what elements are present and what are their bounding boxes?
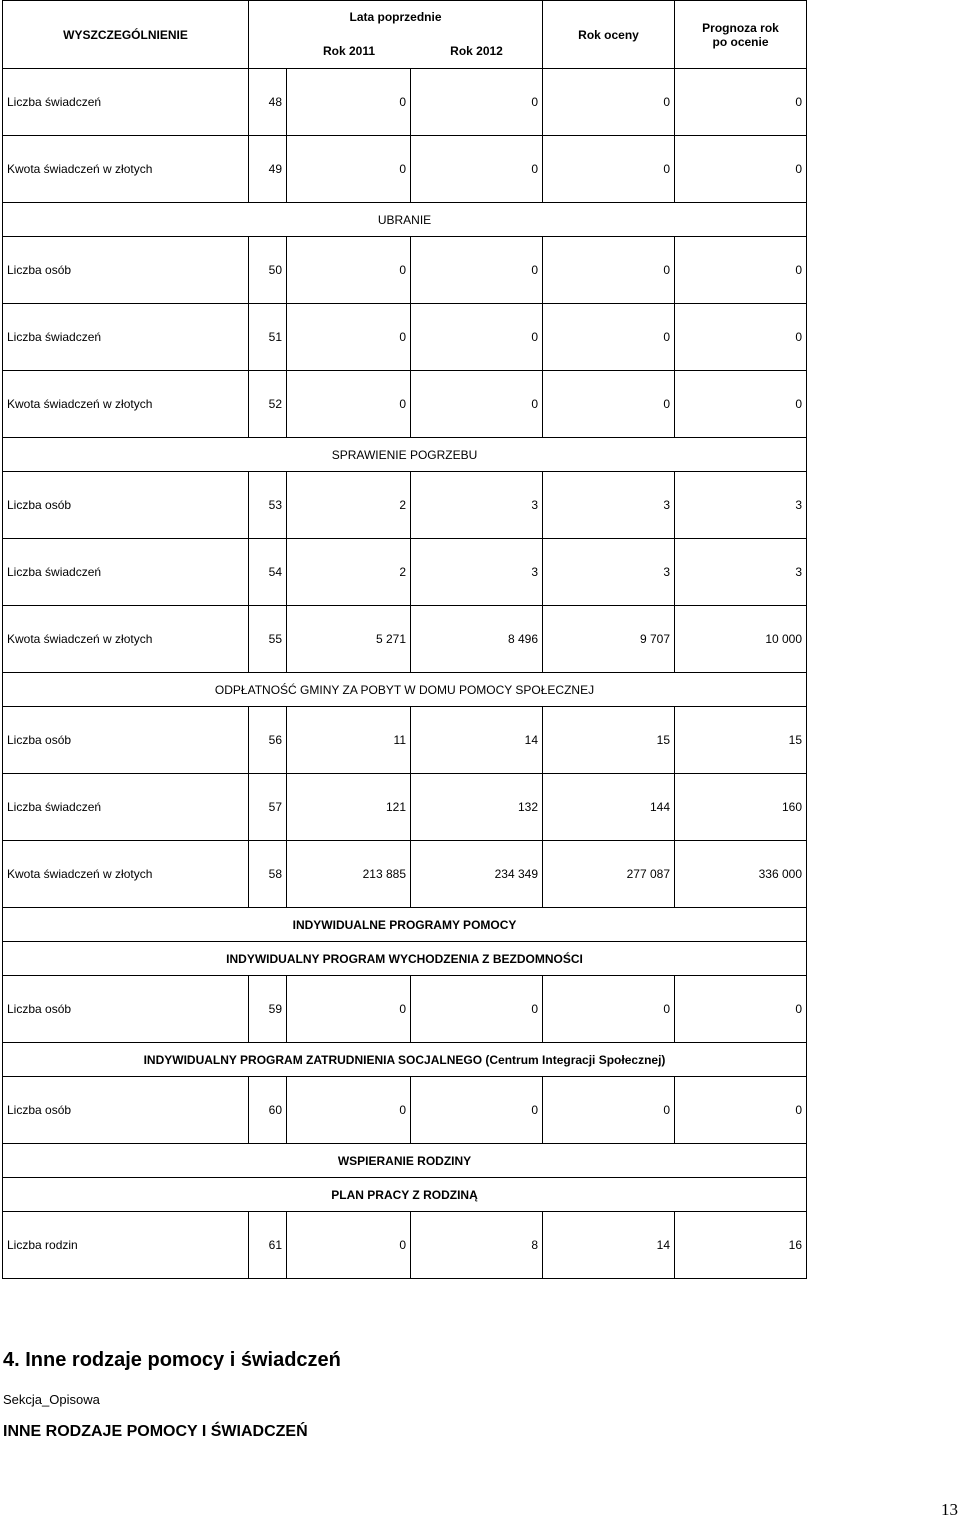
section-row	[3, 1178, 807, 1212]
value-evaluation-year: 144	[543, 774, 675, 841]
value-2011: 0	[287, 69, 411, 136]
table-row	[3, 1077, 807, 1144]
row-label: Liczba świadczeń	[3, 69, 249, 136]
report-table	[2, 0, 807, 1279]
header-previous-years	[249, 1, 543, 69]
value-evaluation-year: 0	[543, 237, 675, 304]
section-row-label: UBRANIE	[3, 203, 807, 237]
row-label: Liczba świadczeń	[3, 304, 249, 371]
value-2011: 0	[287, 1077, 411, 1144]
value-forecast: 0	[675, 237, 807, 304]
row-number: 57	[249, 774, 287, 841]
value-forecast: 160	[675, 774, 807, 841]
row-number: 61	[249, 1212, 287, 1279]
value-evaluation-year: 3	[543, 472, 675, 539]
section-row-label: INDYWIDUALNY PROGRAM ZATRUDNIENIA SOCJALNEGO (Centrum Integracji Społecznej)	[3, 1043, 807, 1077]
table-header-row	[3, 1, 807, 69]
value-2012: 0	[411, 976, 543, 1043]
value-evaluation-year: 14	[543, 1212, 675, 1279]
value-forecast: 0	[675, 69, 807, 136]
value-2011: 121	[287, 774, 411, 841]
row-label: Liczba osób	[3, 976, 249, 1043]
value-2012: 0	[411, 371, 543, 438]
table-row	[3, 472, 807, 539]
row-label: Liczba świadczeń	[3, 774, 249, 841]
row-number: 50	[249, 237, 287, 304]
row-number: 48	[249, 69, 287, 136]
row-number: 60	[249, 1077, 287, 1144]
value-2011: 213 885	[287, 841, 411, 908]
value-2012: 0	[411, 136, 543, 203]
table-row	[3, 606, 807, 673]
page-number: 13	[941, 1500, 958, 1519]
table-row	[3, 237, 807, 304]
value-forecast: 336 000	[675, 841, 807, 908]
header-year-2012: Rok 2012	[450, 43, 503, 58]
header-description: WYSZCZEGÓLNIENIE	[3, 1, 249, 69]
row-number: 58	[249, 841, 287, 908]
value-forecast: 0	[675, 976, 807, 1043]
value-evaluation-year: 0	[543, 69, 675, 136]
value-forecast: 0	[675, 304, 807, 371]
section-title: 4. Inne rodzaje pomocy i świadczeń	[3, 1349, 341, 1371]
row-number: 53	[249, 472, 287, 539]
value-forecast: 3	[675, 539, 807, 606]
value-2011: 0	[287, 371, 411, 438]
value-2011: 5 271	[287, 606, 411, 673]
row-label: Liczba osób	[3, 707, 249, 774]
section-row	[3, 1144, 807, 1178]
row-label: Liczba osób	[3, 472, 249, 539]
value-evaluation-year: 277 087	[543, 841, 675, 908]
value-2011: 11	[287, 707, 411, 774]
table-row	[3, 976, 807, 1043]
value-2011: 0	[287, 237, 411, 304]
section-row-label: SPRAWIENIE POGRZEBU	[3, 438, 807, 472]
section-row-label: INDYWIDUALNY PROGRAM WYCHODZENIA Z BEZDOMNOŚCI	[3, 942, 807, 976]
value-forecast: 15	[675, 707, 807, 774]
section-row-label: WSPIERANIE RODZINY	[3, 1144, 807, 1178]
value-2011: 0	[287, 976, 411, 1043]
row-label: Liczba rodzin	[3, 1212, 249, 1279]
header-forecast	[675, 1, 807, 69]
value-forecast: 0	[675, 371, 807, 438]
row-label: Kwota świadczeń w złotych	[3, 841, 249, 908]
table-row	[3, 774, 807, 841]
section-row-label: INDYWIDUALNE PROGRAMY POMOCY	[3, 908, 807, 942]
value-2012: 8 496	[411, 606, 543, 673]
row-label: Kwota świadczeń w złotych	[3, 371, 249, 438]
value-evaluation-year: 0	[543, 976, 675, 1043]
value-2011: 0	[287, 136, 411, 203]
section-row-label: PLAN PRACY Z RODZINĄ	[3, 1178, 807, 1212]
header-forecast-line2: po ocenie	[712, 34, 769, 49]
row-number: 51	[249, 304, 287, 371]
row-number: 59	[249, 976, 287, 1043]
header-year-2011: Rok 2011	[322, 43, 376, 58]
row-number: 55	[249, 606, 287, 673]
value-evaluation-year: 3	[543, 539, 675, 606]
value-evaluation-year: 0	[543, 304, 675, 371]
value-evaluation-year: 9 707	[543, 606, 675, 673]
value-2012: 0	[411, 69, 543, 136]
table-row	[3, 841, 807, 908]
value-2012: 3	[411, 472, 543, 539]
row-number: 52	[249, 371, 287, 438]
value-2012: 14	[411, 707, 543, 774]
value-forecast: 16	[675, 1212, 807, 1279]
table-row	[3, 371, 807, 438]
value-forecast: 10 000	[675, 606, 807, 673]
value-evaluation-year: 0	[543, 1077, 675, 1144]
value-2011: 0	[287, 304, 411, 371]
value-2012: 8	[411, 1212, 543, 1279]
row-label: Kwota świadczeń w złotych	[3, 136, 249, 203]
header-forecast-line1: Prognoza rok	[702, 20, 779, 35]
row-label: Liczba świadczeń	[3, 539, 249, 606]
table-row	[3, 1212, 807, 1279]
section-subtitle: Sekcja_Opisowa	[3, 1392, 100, 1407]
section-heading: INNE RODZAJE POMOCY I ŚWIADCZEŃ	[3, 1423, 308, 1440]
row-number: 56	[249, 707, 287, 774]
table-row	[3, 304, 807, 371]
row-number: 49	[249, 136, 287, 203]
value-forecast: 0	[675, 1077, 807, 1144]
section-row	[3, 942, 807, 976]
value-evaluation-year: 0	[543, 136, 675, 203]
table-row	[3, 69, 807, 136]
value-evaluation-year: 15	[543, 707, 675, 774]
section-row	[3, 438, 807, 472]
section-row	[3, 908, 807, 942]
table-row	[3, 539, 807, 606]
section-row-label: ODPŁATNOŚĆ GMINY ZA POBYT W DOMU POMOCY SPOŁECZNEJ	[3, 673, 807, 707]
section-row	[3, 203, 807, 237]
value-forecast: 3	[675, 472, 807, 539]
value-2011: 2	[287, 539, 411, 606]
row-label: Liczba osób	[3, 1077, 249, 1144]
row-label: Kwota świadczeń w złotych	[3, 606, 249, 673]
value-2011: 2	[287, 472, 411, 539]
table-row	[3, 707, 807, 774]
value-2012: 0	[411, 304, 543, 371]
section-row	[3, 673, 807, 707]
value-2012: 3	[411, 539, 543, 606]
table-row	[3, 136, 807, 203]
row-number: 54	[249, 539, 287, 606]
value-2012: 234 349	[411, 841, 543, 908]
section-row	[3, 1043, 807, 1077]
header-previous-years-label: Lata poprzednie	[349, 9, 442, 24]
row-label: Liczba osób	[3, 237, 249, 304]
value-2012: 132	[411, 774, 543, 841]
value-evaluation-year: 0	[543, 371, 675, 438]
value-2012: 0	[411, 1077, 543, 1144]
value-2012: 0	[411, 237, 543, 304]
value-2011: 0	[287, 1212, 411, 1279]
header-evaluation-year: Rok oceny	[543, 1, 675, 69]
value-forecast: 0	[675, 136, 807, 203]
